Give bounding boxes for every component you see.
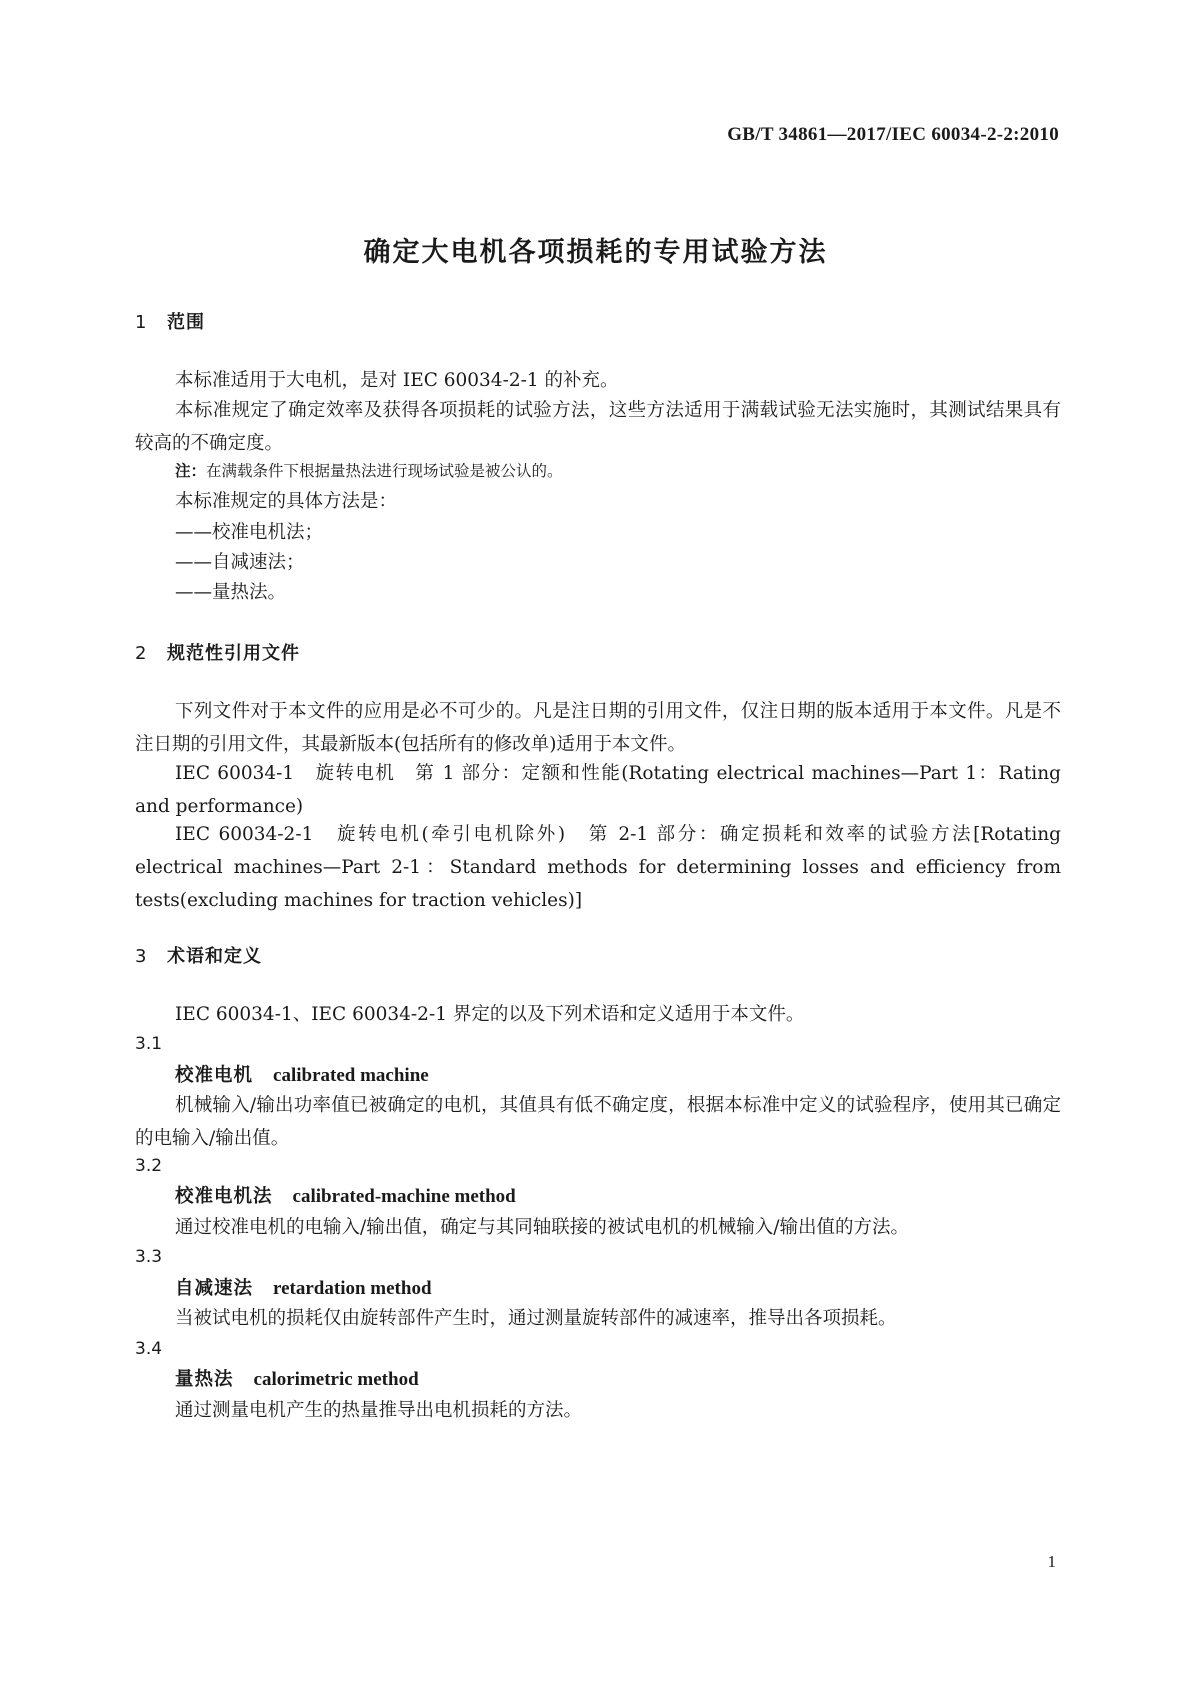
section-title: 术语和定义 bbox=[167, 946, 262, 967]
term-english: retardation method bbox=[273, 1278, 432, 1299]
term-english: calibrated-machine method bbox=[292, 1186, 516, 1207]
note-text: 在满载条件下根据量热法进行现场试验是被公认的。 bbox=[206, 462, 563, 480]
term-chinese: 校准电机 bbox=[175, 1065, 254, 1086]
section-number: 1 bbox=[135, 312, 148, 333]
section-number: 2 bbox=[135, 643, 148, 664]
term-heading bbox=[135, 1363, 419, 1396]
paragraph: 本标准规定了确定效率及获得各项损耗的试验方法，这些方法适用于满载试验无法实施时，其测试结果具有较高的不确定度。 bbox=[135, 400, 1061, 454]
section-2-heading bbox=[135, 637, 300, 670]
standard-code: GB/T 34861—2017/IEC 60034-2-2:2010 bbox=[727, 124, 1059, 145]
paragraph: 本标准规定的具体方法是： bbox=[175, 491, 398, 512]
page-number: 1 bbox=[1047, 1552, 1056, 1571]
paragraph: IEC 60034-1、IEC 60034-2-1 界定的以及下列术语和定义适用于本文件。 bbox=[175, 1004, 805, 1025]
note-label: 注： bbox=[175, 462, 207, 480]
note bbox=[135, 455, 563, 488]
paragraph: 下列文件对于本文件的应用是必不可少的。凡是注日期的引用文件，仅注日期的版本适用于本文件。凡是不注日期的引用文件，其最新版本(包括所有的修改单)适用于本文件。 bbox=[135, 701, 1061, 755]
term-chinese: 校准电机法 bbox=[175, 1186, 273, 1207]
term-chinese: 自减速法 bbox=[175, 1278, 254, 1299]
term-heading bbox=[135, 1272, 432, 1305]
reference-entry: IEC 60034-2-1 旋转电机(牵引电机除外) 第 2-1 部分：确定损耗和效率的试验方法[Rotating electrical machines—Part 2-1：Standard methods for determining losses and efficiency from tests(excluding machines for traction vehicles)] bbox=[135, 824, 1061, 911]
term-number: 3.4 bbox=[135, 1339, 163, 1359]
term-english: calorimetric method bbox=[253, 1369, 419, 1390]
section-number: 3 bbox=[135, 946, 148, 967]
reference-entry: IEC 60034-1 旋转电机 第 1 部分：定额和性能(Rotating electrical machines—Part 1：Rating and performance) bbox=[135, 763, 1061, 817]
term-definition: 当被试电机的损耗仅由旋转部件产生时，通过测量旋转部件的减速率，推导出各项损耗。 bbox=[175, 1308, 897, 1329]
section-title: 范围 bbox=[167, 312, 205, 333]
section-3-heading bbox=[135, 940, 262, 973]
term-chinese: 量热法 bbox=[175, 1369, 234, 1390]
term-number: 3.1 bbox=[135, 1034, 163, 1054]
term-number: 3.3 bbox=[135, 1247, 163, 1267]
term-definition: 通过测量电机产生的热量推导出电机损耗的方法。 bbox=[175, 1400, 583, 1421]
section-1-heading bbox=[135, 306, 205, 339]
term-definition: 通过校准电机的电输入/输出值，确定与其同轴联接的被试电机的机械输入/输出值的方法。 bbox=[175, 1217, 909, 1238]
term-heading bbox=[135, 1059, 429, 1092]
paragraph: 本标准适用于大电机，是对 IEC 60034-2-1 的补充。 bbox=[175, 370, 619, 391]
document-title: 确定大电机各项损耗的专用试验方法 bbox=[363, 237, 828, 268]
list-item: ——校准电机法； bbox=[175, 522, 324, 543]
term-definition: 机械输入/输出功率值已被确定的电机，其值具有低不确定度，根据本标准中定义的试验程序，使用其已确定的电输入/输出值。 bbox=[135, 1095, 1061, 1149]
list-item: ——量热法。 bbox=[175, 582, 287, 603]
term-number: 3.2 bbox=[135, 1156, 163, 1176]
term-heading bbox=[135, 1180, 516, 1213]
list-item: ——自减速法； bbox=[175, 552, 305, 573]
section-title: 规范性引用文件 bbox=[167, 643, 300, 664]
term-english: calibrated machine bbox=[273, 1065, 429, 1086]
